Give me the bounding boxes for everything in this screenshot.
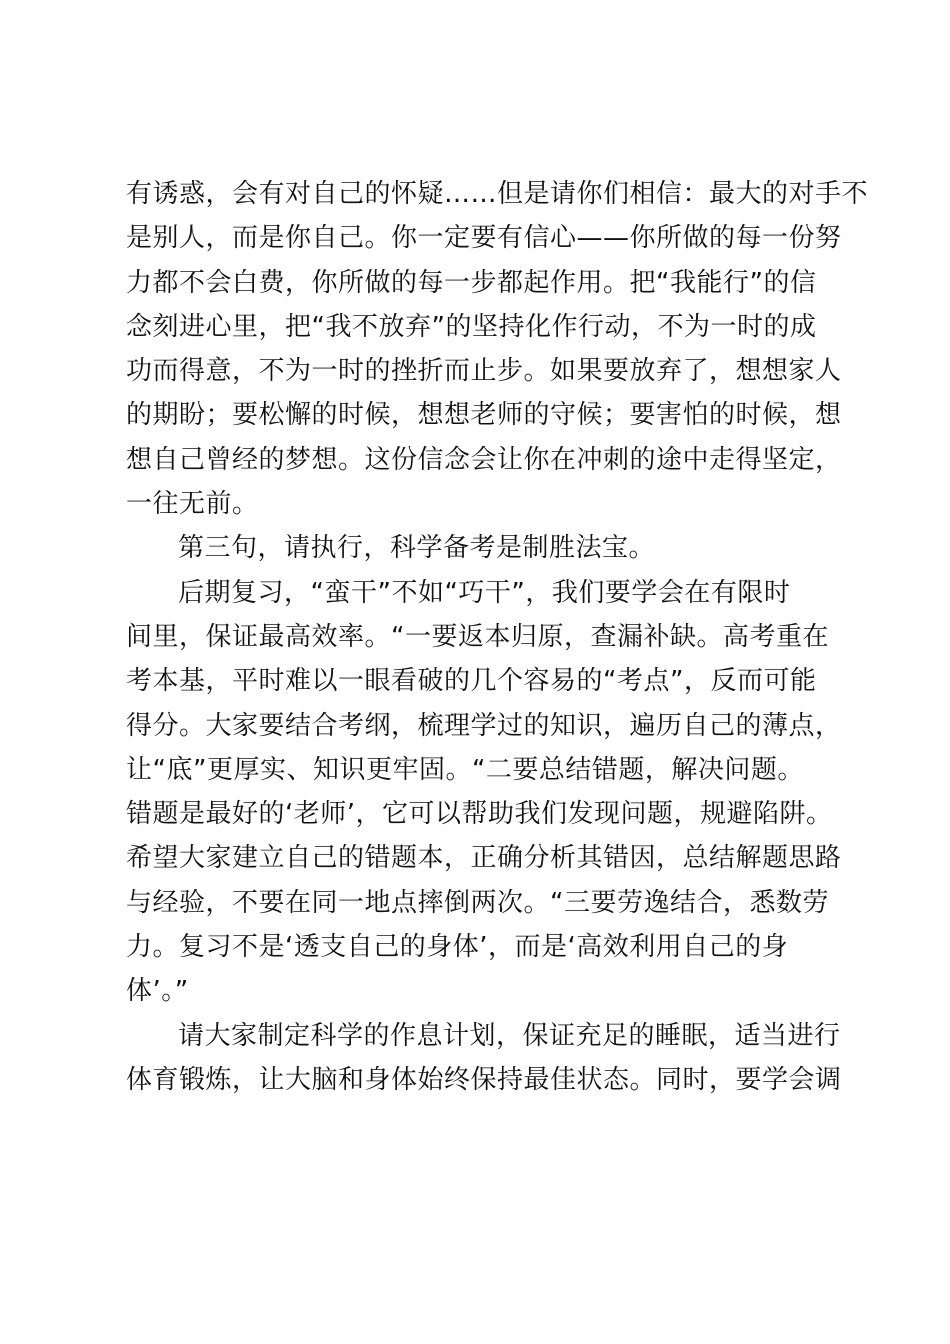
text-line: 有诱惑，会有对自己的怀疑……但是请你们相信：最大的对手不 <box>126 179 869 209</box>
text-line: 一往无前。 <box>126 489 259 520</box>
paragraph-start-line: 后期复习，“蛮干”不如“巧干”，我们要学会在有限时 <box>178 577 791 608</box>
paragraph-start-line: 请大家制定科学的作息计划，保证充足的睡眠，适当进行 <box>178 1020 841 1051</box>
body-text <box>126 172 869 1102</box>
text-line: 念刻进心里，把“我不放弃”的坚持化作行动，不为一时的成 <box>126 311 817 342</box>
text-line: 希望大家建立自己的错题本，正确分析其错因，总结解题思路 <box>126 843 842 874</box>
text-line: 体’。” <box>126 976 189 1007</box>
text-line: 间里，保证最高效率。“一要返本归原，查漏补缺。高考重在 <box>126 621 829 652</box>
text-line: 考本基，平时难以一眼看破的几个容易的“考点”，反而可能 <box>126 666 817 697</box>
text-line: 的期盼；要松懈的时候，想想老师的守候；要害怕的时候，想 <box>126 400 842 431</box>
text-line: 力都不会白费，你所做的每一步都起作用。把“我能行”的信 <box>126 267 817 298</box>
section-heading: 第三句，请执行，科学备考是制胜法宝。 <box>178 533 656 564</box>
text-line: 让“底”更厚实、知识更牢固。“二要总结错题，解决问题。 <box>126 754 804 785</box>
text-line: 得分。大家要结合考纲，梳理学过的知识，遍历自己的薄点， <box>126 710 842 741</box>
text-line: 力。复习不是‘透支自己的身体’，而是‘高效利用自己的身 <box>126 932 789 963</box>
text-line: 体育锻炼，让大脑和身体始终保持最佳状态。同时，要学会调 <box>126 1064 842 1095</box>
text-line: 功而得意，不为一时的挫折而止步。如果要放弃了，想想家人 <box>126 356 842 387</box>
text-line: 错题是最好的‘老师’，它可以帮助我们发现问题，规避陷阱。 <box>126 799 833 830</box>
text-line: 与经验，不要在同一地点摔倒两次。“三要劳逸结合，悉数劳 <box>126 887 829 918</box>
text-line: 想自己曾经的梦想。这份信念会让你在冲刺的途中走得坚定， <box>126 444 842 475</box>
text-line: 是别人，而是你自己。你一定要有信心——你所做的每一份努 <box>126 223 842 254</box>
